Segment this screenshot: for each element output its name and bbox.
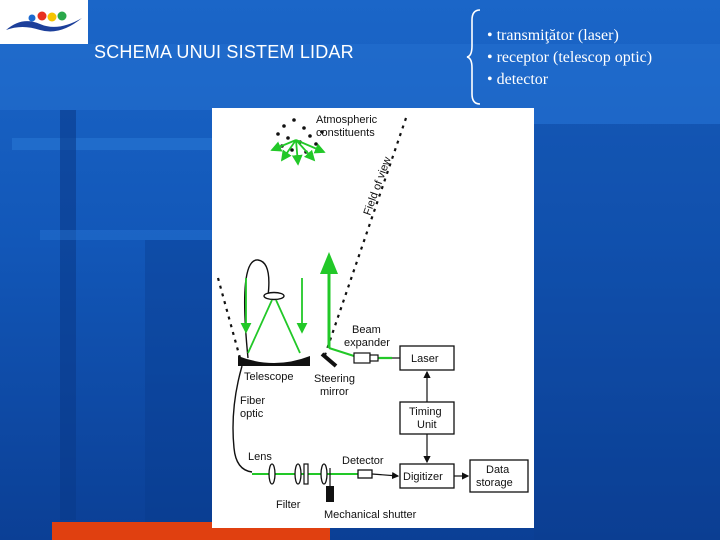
label-shutter: Mechanical shutter [324, 509, 417, 521]
telescope-ray [276, 300, 300, 353]
telescope-ray [248, 300, 272, 353]
page-title: SCHEMA UNUI SISTEM LIDAR [94, 42, 354, 62]
decor-band [40, 230, 212, 240]
beam-arrowhead [320, 252, 338, 274]
decor-band [534, 110, 720, 124]
beam-expander [354, 353, 370, 363]
arrow-detector-digitizer [372, 474, 398, 476]
secondary-mirror [264, 293, 284, 300]
field-of-view-line [218, 278, 240, 358]
label-storage: storage [476, 477, 513, 489]
lens-2 [295, 464, 301, 484]
mechanical-shutter [326, 486, 334, 502]
lens-1 [269, 464, 275, 484]
decor-band [12, 138, 212, 150]
label-filter: Filter [276, 499, 301, 511]
label-unit: Unit [417, 419, 437, 431]
beam-path [329, 348, 354, 356]
steering-mirror [322, 354, 336, 366]
bullet-list [487, 25, 652, 91]
bullet-item: • receptor (telescop optic) [487, 49, 653, 66]
decor-band [145, 240, 212, 530]
logo [0, 0, 88, 44]
lens-3 [321, 464, 327, 484]
label-expander: expander [344, 337, 390, 349]
fiber-loop [245, 260, 269, 358]
detector [358, 470, 372, 478]
label-lens: Lens [248, 451, 272, 463]
decor-band [534, 124, 720, 540]
label-beam: Beam [352, 324, 381, 336]
label-field-of-view: Field of view [361, 155, 394, 218]
telescope-primary-mirror [238, 356, 310, 366]
label-atmospheric: Atmospheric [316, 114, 378, 126]
label-data: Data [486, 464, 510, 476]
label-constituents: constituents [316, 127, 375, 139]
logo-graphic [0, 0, 88, 44]
label-mirror: mirror [320, 386, 349, 398]
field-of-view-line [324, 118, 406, 358]
label-laser: Laser [411, 353, 439, 365]
label-digitizer: Digitizer [403, 471, 443, 483]
label-detector: Detector [342, 455, 384, 467]
bullet-item: • detector [487, 71, 549, 88]
label-optic: optic [240, 408, 264, 420]
label-timing: Timing [409, 406, 442, 418]
bullet-item: • transmiţător (laser) [487, 27, 619, 44]
brace-icon [466, 8, 484, 106]
filter-element [304, 464, 308, 484]
label-fiber: Fiber [240, 395, 266, 407]
lidar-diagram [212, 108, 534, 528]
decor-band [60, 110, 76, 520]
label-steering: Steering [314, 373, 355, 385]
beam-expander [370, 355, 378, 361]
label-telescope: Telescope [244, 371, 294, 383]
